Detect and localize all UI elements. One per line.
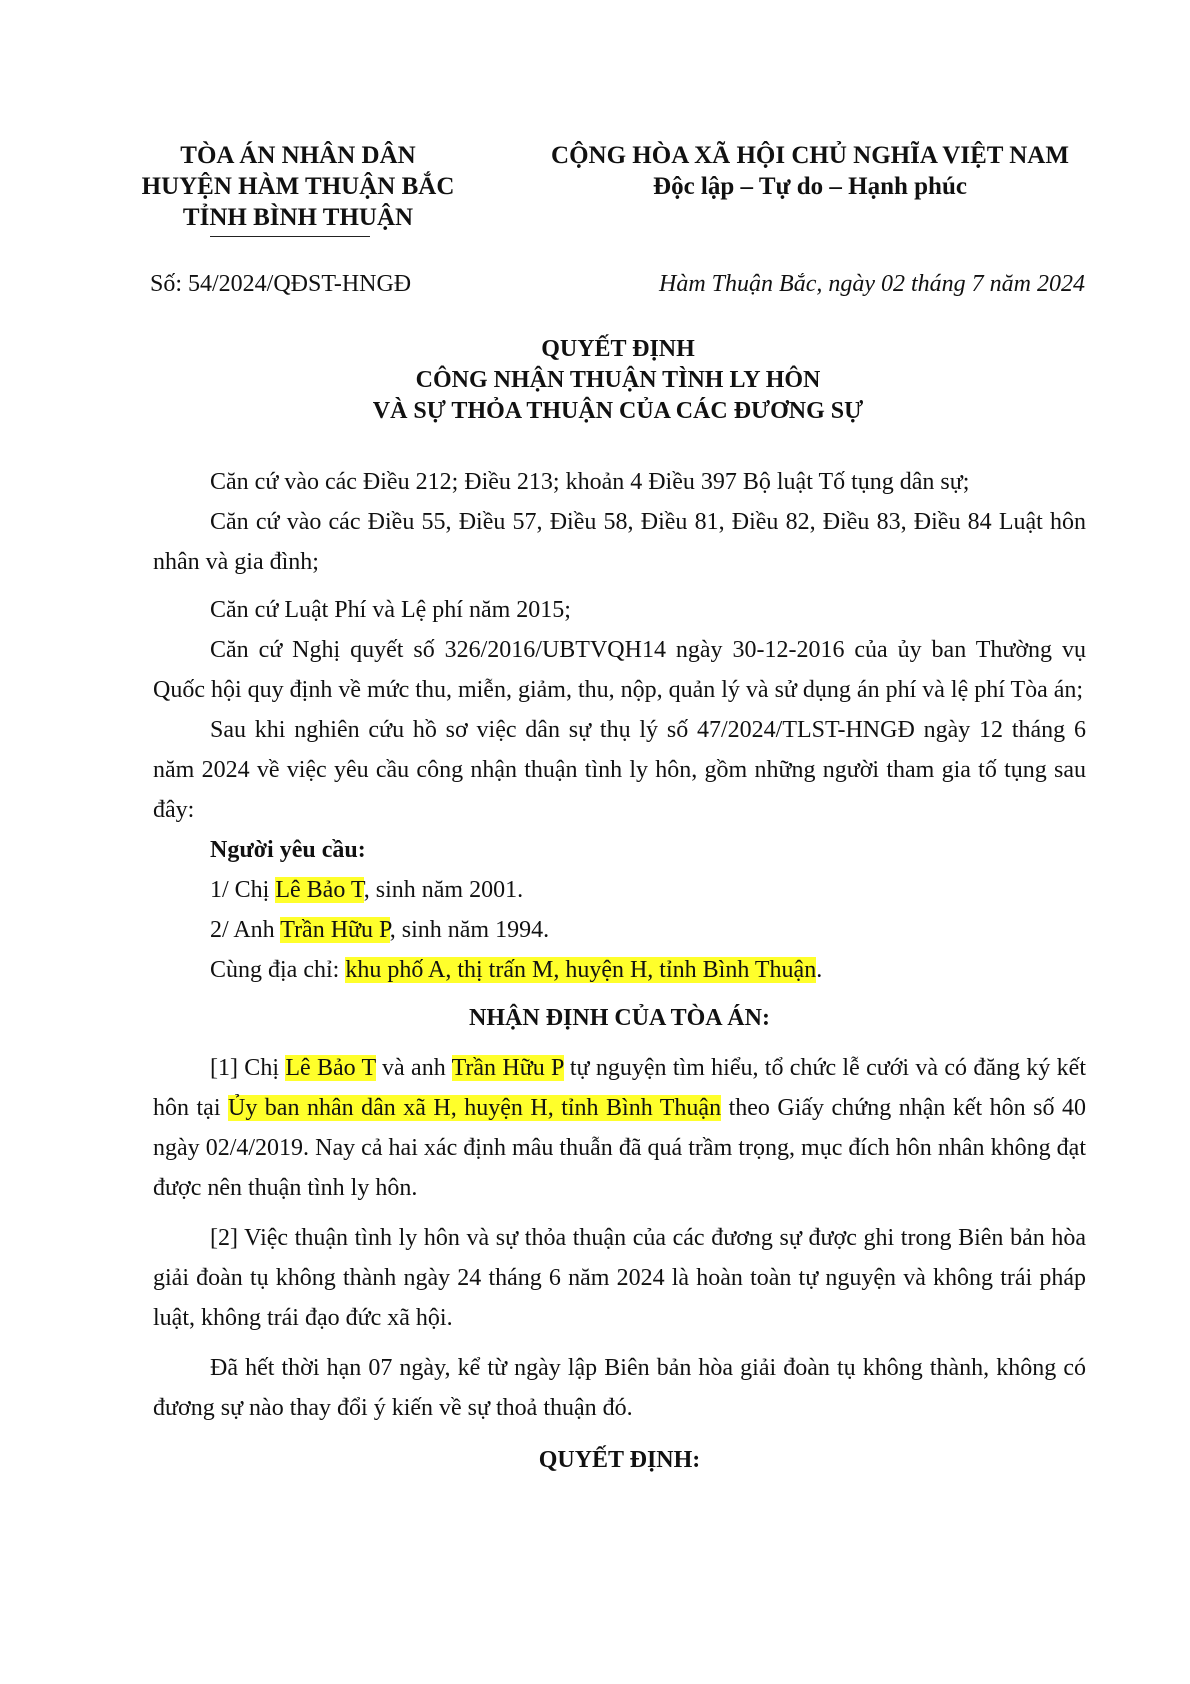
finding-paragraph xyxy=(153,1048,1086,1208)
basis-paragraph: Căn cứ vào các Điều 212; Điều 213; khoản 4 Điều 397 Bộ luật Tố tụng dân sự; xyxy=(210,469,970,495)
title-line-3: VÀ SỰ THỎA THUẬN CỦA CÁC ĐƯƠNG SỰ xyxy=(372,398,864,424)
basis-paragraph: Căn cứ Nghị quyết số 326/2016/UBTVQH14 ngày 30-12-2016 của ủy ban Thường vụ Quốc hội quy định về mức thu, miễn, giảm, thu, nộp, quản lý và sử dụng án phí và lệ phí Tòa án; xyxy=(153,637,1086,703)
national-header xyxy=(510,140,1110,202)
finding-paragraph: [2] Việc thuận tình ly hôn và sự thỏa thuận của các đương sự được ghi trong Biên bản hòa giải đoàn tụ không thành ngày 24 tháng 6 năm 2024 là hoàn toàn tự nguyện và không trái pháp luật, không trái đạo đức xã hội. xyxy=(153,1225,1086,1331)
national-name: CỘNG HÒA XÃ HỘI CHỦ NGHĨA VIỆT NAM xyxy=(551,142,1069,169)
party-suffix: , sinh năm 1994. xyxy=(389,917,550,943)
findings-heading: NHẬN ĐỊNH CỦA TÒA ÁN: xyxy=(469,1005,770,1031)
place-date: Hàm Thuận Bắc, ngày 02 tháng 7 năm 2024 xyxy=(659,271,1085,297)
party-suffix: , sinh năm 2001. xyxy=(363,877,524,903)
party-prefix: 1/ Chị xyxy=(210,877,276,903)
basis-paragraph: Căn cứ Luật Phí và Lệ phí năm 2015; xyxy=(210,597,571,623)
title-line-1: QUYẾT ĐỊNH xyxy=(541,336,695,362)
document-body xyxy=(153,462,1086,1480)
basis-paragraph: Căn cứ vào các Điều 55, Điều 57, Điều 58, Điều 81, Điều 82, Điều 83, Điều 84 Luật hôn nhân và gia đình; xyxy=(153,509,1086,575)
title-line-2: CÔNG NHẬN THUẬN TÌNH LY HÔN xyxy=(415,367,821,393)
header-underline xyxy=(210,236,370,237)
finding-name-highlight: Trần Hữu P xyxy=(451,1055,564,1081)
decision-heading: QUYẾT ĐỊNH: xyxy=(538,1447,701,1473)
finding-text: theo Giấy chứng nhận kết hôn số 40 ngày 02/4/2019. Nay cả hai xác định mâu thuẫn đã quá trầm trọng, mục đích hôn nhân không đạt được nên thuận tình ly hôn. xyxy=(153,1095,1086,1201)
parties-heading: Người yêu cầu: xyxy=(210,837,366,863)
document-title xyxy=(150,334,1086,427)
address-label: Cùng địa chỉ: xyxy=(210,957,346,983)
party-address xyxy=(153,950,1086,990)
finding-text: tự nguyện tìm hiểu, tổ chức lễ cưới và có đăng ký kết hôn tại xyxy=(153,1055,1087,1121)
party-item xyxy=(153,910,1086,950)
reference-number: Số: 54/2024/QĐST-HNGĐ xyxy=(150,271,412,297)
party-item xyxy=(153,870,1086,910)
national-motto: Độc lập – Tự do – Hạnh phúc xyxy=(653,173,967,200)
court-name: TÒA ÁN NHÂN DÂN xyxy=(180,142,416,169)
party-name-highlight: Trần Hữu P xyxy=(280,917,390,943)
finding-place-highlight: Ủy ban nhân dân xã H, huyện H, tỉnh Bình Thuận xyxy=(227,1095,722,1121)
party-name-highlight: Lê Bảo T xyxy=(275,877,364,903)
finding-text: và anh xyxy=(375,1055,452,1081)
court-header xyxy=(118,140,478,233)
address-highlight: khu phố A, thị trấn M, huyện H, tỉnh Bình Thuận xyxy=(345,957,817,983)
finding-text: [1] Chị xyxy=(210,1055,286,1081)
finding-paragraph: Đã hết thời hạn 07 ngày, kể từ ngày lập Biên bản hòa giải đoàn tụ không thành, không có đương sự nào thay đổi ý kiến về sự thoả thuận đó. xyxy=(153,1355,1086,1421)
court-province: TỈNH BÌNH THUẬN xyxy=(182,204,414,231)
finding-name-highlight: Lê Bảo T xyxy=(285,1055,376,1081)
court-district: HUYỆN HÀM THUẬN BẮC xyxy=(141,173,455,200)
party-prefix: 2/ Anh xyxy=(210,917,281,943)
address-suffix: . xyxy=(816,957,823,983)
basis-paragraph: Sau khi nghiên cứu hồ sơ việc dân sự thụ lý số 47/2024/TLST-HNGĐ ngày 12 tháng 6 năm 2024 về việc yêu cầu công nhận thuận tình ly hôn, gồm những người tham gia tố tụng sau đây: xyxy=(153,717,1086,823)
